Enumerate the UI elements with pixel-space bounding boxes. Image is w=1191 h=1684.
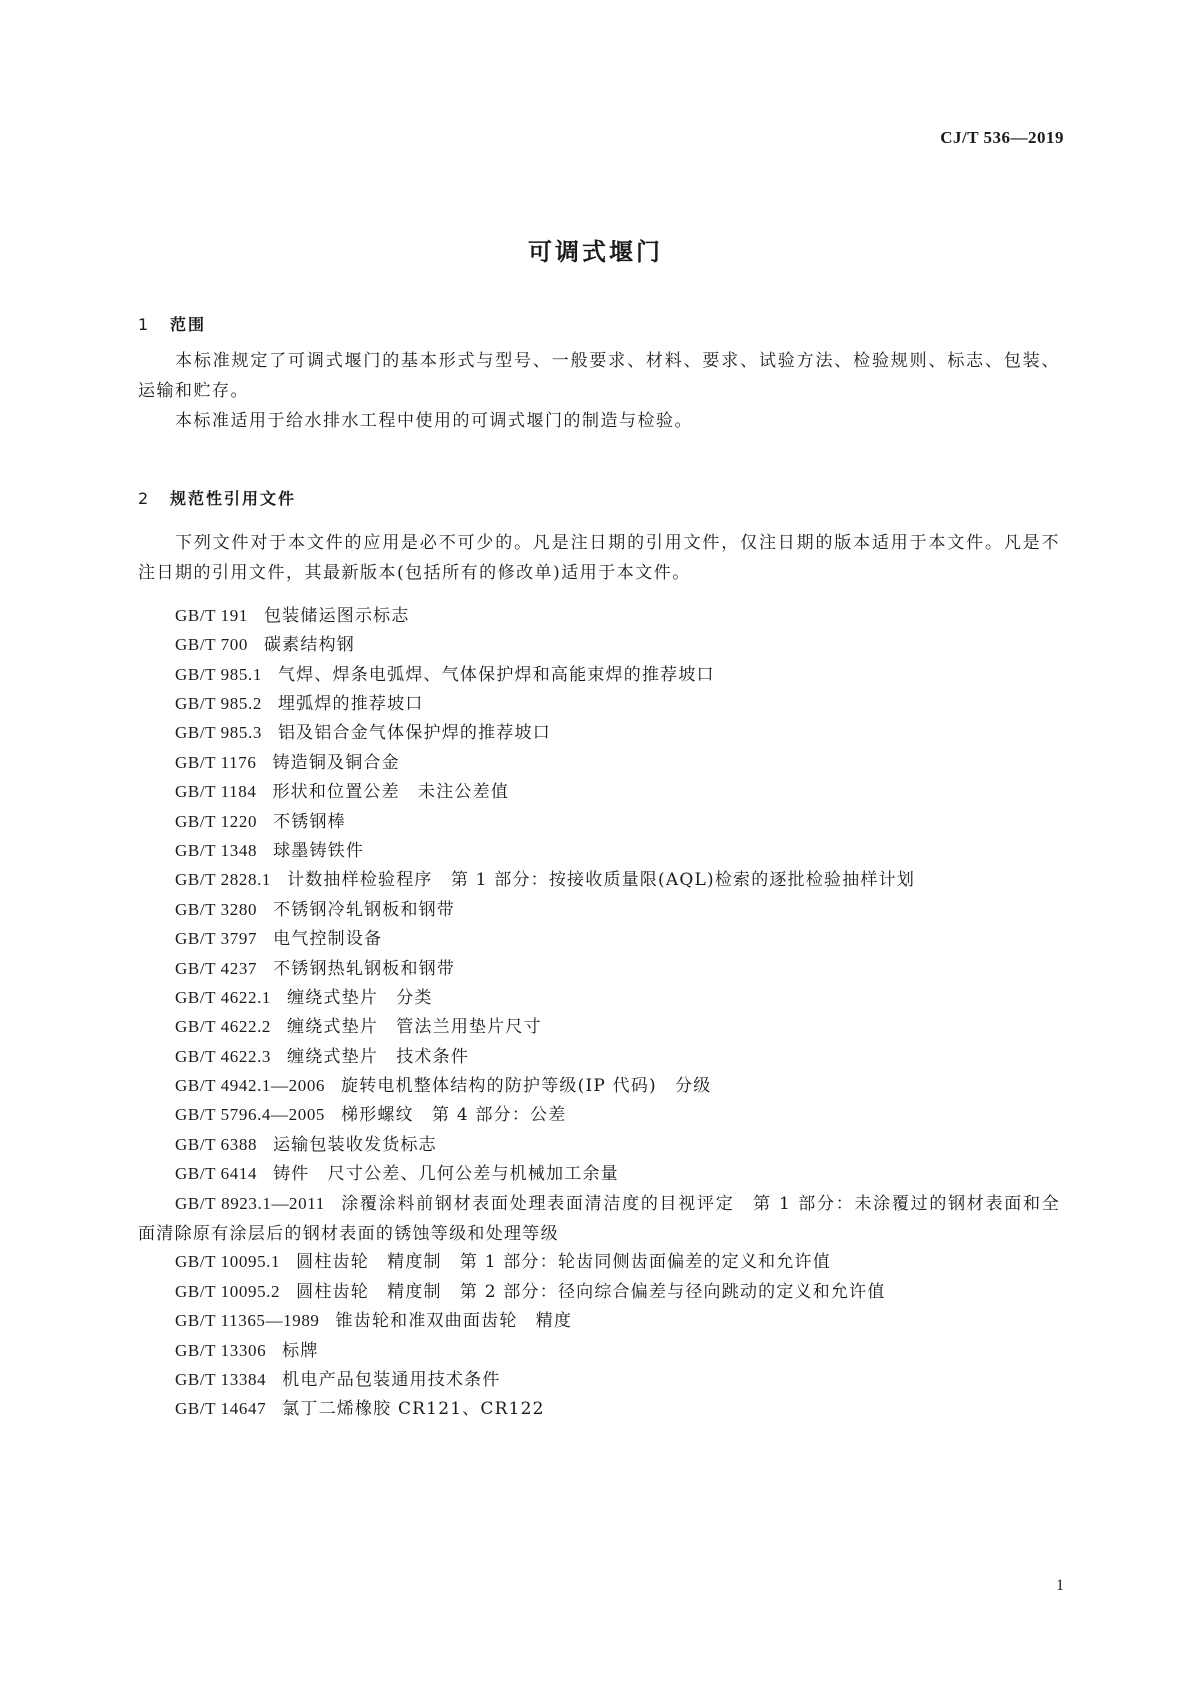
reference-code: GB/T 8923.1—2011 xyxy=(175,1194,325,1213)
reference-code: GB/T 985.2 xyxy=(175,694,262,713)
list-item xyxy=(175,1100,1060,1130)
list-item xyxy=(175,601,1060,631)
list-item xyxy=(175,1365,1060,1395)
reference-title: 标牌 xyxy=(282,1341,319,1361)
reference-code: GB/T 985.1 xyxy=(175,665,262,684)
reference-title: 涂覆涂料前钢材表面处理表面清洁度的目视评定 第 1 部分：未涂覆过的钢材表面和全面清除原有涂层后的钢材表面的锈蚀等级和处理等级 xyxy=(138,1194,1060,1244)
list-item xyxy=(175,718,1060,748)
reference-code: GB/T 1220 xyxy=(175,812,258,831)
reference-title: 电气控制设备 xyxy=(273,929,383,949)
reference-title: 不锈钢棒 xyxy=(273,812,346,832)
section-heading-normative-references xyxy=(138,486,296,509)
list-item xyxy=(175,1159,1060,1189)
reference-code: GB/T 14647 xyxy=(175,1399,267,1418)
list-item xyxy=(175,1336,1060,1366)
reference-title: 运输包装收发货标志 xyxy=(273,1135,437,1155)
reference-title: 氯丁二烯橡胶 CR121、CR122 xyxy=(282,1399,545,1419)
reference-title: 形状和位置公差 未注公差值 xyxy=(272,782,510,802)
paragraph: 本标准规定了可调式堰门的基本形式与型号、一般要求、材料、要求、试验方法、检验规则、标志、包装、运输和贮存。 xyxy=(138,351,1060,401)
list-item xyxy=(175,689,1060,719)
reference-code: GB/T 4237 xyxy=(175,959,258,978)
section-heading-scope xyxy=(138,312,206,335)
list-item xyxy=(175,1042,1060,1072)
page-number: 1 xyxy=(1056,1577,1064,1594)
reference-code: GB/T 10095.2 xyxy=(175,1282,281,1301)
reference-title: 不锈钢冷轧钢板和钢带 xyxy=(273,900,456,920)
reference-code: GB/T 1348 xyxy=(175,841,258,860)
list-item xyxy=(175,807,1060,837)
list-item xyxy=(175,895,1060,925)
reference-title: 埋弧焊的推荐坡口 xyxy=(277,694,424,714)
list-item xyxy=(138,1189,1060,1249)
reference-code: GB/T 4622.2 xyxy=(175,1017,272,1036)
list-item xyxy=(175,1247,1060,1277)
section-number: 1 xyxy=(138,315,151,334)
section-number: 2 xyxy=(138,489,151,508)
section-title: 范围 xyxy=(170,315,207,334)
list-item xyxy=(175,1071,1060,1101)
document-code: CJ/T 536—2019 xyxy=(940,128,1064,147)
reference-code: GB/T 10095.1 xyxy=(175,1252,281,1271)
reference-title: 机电产品包装通用技术条件 xyxy=(282,1370,501,1390)
reference-code: GB/T 1184 xyxy=(175,782,257,801)
reference-code: GB/T 4622.3 xyxy=(175,1047,272,1066)
reference-title: 铸造铜及铜合金 xyxy=(272,753,400,773)
reference-code: GB/T 6388 xyxy=(175,1135,258,1154)
list-item xyxy=(175,1277,1060,1307)
reference-code: GB/T 5796.4—2005 xyxy=(175,1105,326,1124)
document-title: 可调式堰门 xyxy=(528,238,663,266)
reference-title: 不锈钢热轧钢板和钢带 xyxy=(273,959,456,979)
paragraph: 本标准适用于给水排水工程中使用的可调式堰门的制造与检验。 xyxy=(175,411,693,431)
list-item xyxy=(175,836,1060,866)
reference-title: 圆柱齿轮 精度制 第 1 部分：轮齿同侧齿面偏差的定义和允许值 xyxy=(296,1252,831,1272)
reference-code: GB/T 6414 xyxy=(175,1164,258,1183)
reference-title: 包装储运图示标志 xyxy=(263,606,410,626)
list-item xyxy=(175,865,1060,895)
reference-code: GB/T 4942.1—2006 xyxy=(175,1076,326,1095)
list-item xyxy=(175,660,1060,690)
reference-code: GB/T 3797 xyxy=(175,929,258,948)
reference-title: 梯形螺纹 第 4 部分：公差 xyxy=(341,1105,567,1125)
reference-code: GB/T 13306 xyxy=(175,1341,267,1360)
reference-code: GB/T 1176 xyxy=(175,753,257,772)
reference-code: GB/T 11365—1989 xyxy=(175,1311,320,1330)
list-item xyxy=(175,983,1060,1013)
list-item xyxy=(175,1306,1060,1336)
reference-title: 气焊、焊条电弧焊、气体保护焊和高能束焊的推荐坡口 xyxy=(277,665,715,685)
list-item xyxy=(175,924,1060,954)
reference-title: 缠绕式垫片 管法兰用垫片尺寸 xyxy=(287,1017,542,1037)
list-item xyxy=(175,630,1060,660)
list-item xyxy=(175,1012,1060,1042)
section-title: 规范性引用文件 xyxy=(170,489,297,508)
reference-code: GB/T 700 xyxy=(175,635,248,654)
list-item xyxy=(175,954,1060,984)
reference-code: GB/T 4622.1 xyxy=(175,988,272,1007)
list-item xyxy=(175,748,1060,778)
reference-title: 铝及铝合金气体保护焊的推荐坡口 xyxy=(277,723,551,743)
list-item xyxy=(175,777,1060,807)
reference-code: GB/T 191 xyxy=(175,606,248,625)
paragraph: 下列文件对于本文件的应用是必不可少的。凡是注日期的引用文件，仅注日期的版本适用于本文件。凡是不注日期的引用文件，其最新版本(包括所有的修改单)适用于本文件。 xyxy=(138,533,1060,583)
reference-title: 锥齿轮和准双曲面齿轮 精度 xyxy=(335,1311,573,1331)
list-item xyxy=(175,1394,1060,1424)
reference-code: GB/T 2828.1 xyxy=(175,870,272,889)
reference-title: 缠绕式垫片 分类 xyxy=(287,988,433,1008)
reference-title: 球墨铸铁件 xyxy=(273,841,365,861)
list-item xyxy=(175,1130,1060,1160)
reference-title: 圆柱齿轮 精度制 第 2 部分：径向综合偏差与径向跳动的定义和允许值 xyxy=(296,1282,886,1302)
reference-title: 铸件 尺寸公差、几何公差与机械加工余量 xyxy=(273,1164,619,1184)
reference-title: 碳素结构钢 xyxy=(263,635,355,655)
reference-code: GB/T 3280 xyxy=(175,900,258,919)
reference-title: 计数抽样检验程序 第 1 部分：按接收质量限(AQL)检索的逐批检验抽样计划 xyxy=(287,870,916,890)
reference-code: GB/T 13384 xyxy=(175,1370,267,1389)
reference-title: 缠绕式垫片 技术条件 xyxy=(287,1047,470,1067)
reference-title: 旋转电机整体结构的防护等级(IP 代码) 分级 xyxy=(341,1076,712,1096)
reference-code: GB/T 985.3 xyxy=(175,723,262,742)
